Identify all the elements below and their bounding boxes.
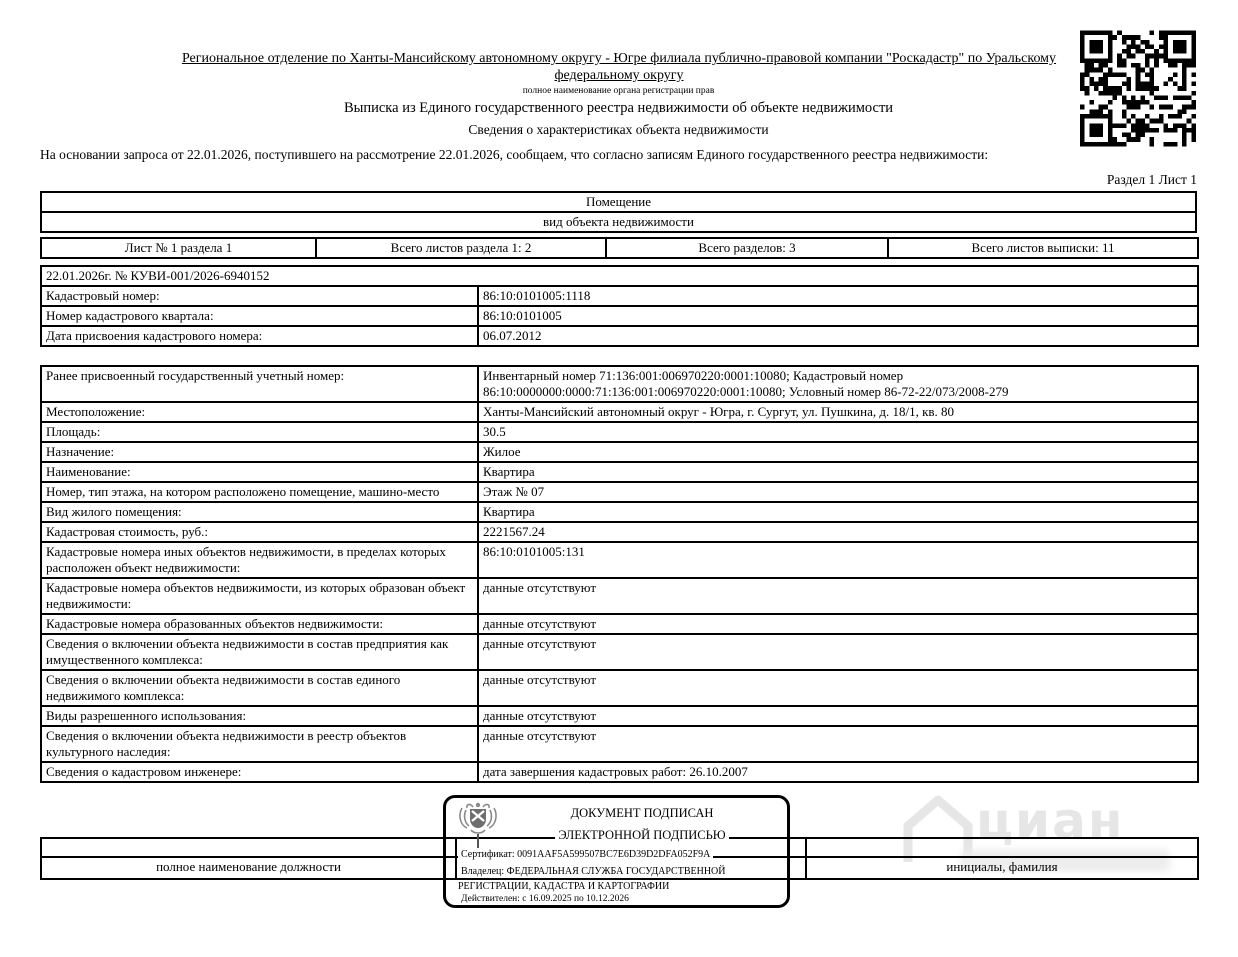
sheet-info-cell: Всего листов выписки: 11 (888, 238, 1198, 258)
sheet-info-table (40, 237, 1199, 259)
table-row (41, 706, 1198, 726)
document-subtitle: Сведения о характеристиках объекта недвижимости (468, 122, 769, 137)
label-cell: Площадь: (41, 422, 478, 442)
label-cell: Кадастровая стоимость, руб.: (41, 522, 478, 542)
label-cell: Вид жилого помещения: (41, 502, 478, 522)
table-row (41, 762, 1198, 782)
request-number-cell: 22.01.2026г. № КУВИ-001/2026-6940152 (41, 266, 1198, 286)
label-cell: Ранее присвоенный государственный учетный номер: (41, 366, 478, 402)
section-sheet-label: Раздел 1 Лист 1 (1106, 172, 1197, 187)
value-cell: 86:10:0101005 (478, 306, 1198, 326)
label-cell: Сведения о включении объекта недвижимости в состав предприятия как имущественного комплекса: (41, 634, 478, 670)
org-name (89, 50, 1149, 84)
table-row (41, 462, 1198, 482)
table-row (41, 422, 1198, 442)
object-type-value: Помещение (41, 192, 1196, 212)
table-row (41, 286, 1198, 306)
watermark-text: циан (976, 792, 1125, 850)
cadastral-table (40, 265, 1199, 347)
stamp-validity: Действителен: с 16.09.2025 по 10.12.2026 (458, 894, 632, 904)
value-cell: данные отсутствуют (478, 670, 1198, 706)
label-cell: Номер, тип этажа, на котором расположено помещение, машино-место (41, 482, 478, 502)
table-row (41, 266, 1198, 286)
table-row (41, 542, 1198, 578)
label-cell: Кадастровые номера образованных объектов недвижимости: (41, 614, 478, 634)
table-row (41, 634, 1198, 670)
table-row (41, 402, 1198, 422)
table-row (41, 670, 1198, 706)
org-name-line1: Региональное отделение по Ханты-Мансийскому автономному округу - Югре филиала публично-правовой компании "Роскадастр" по Уральскому (181, 51, 1057, 66)
table-row (41, 726, 1198, 762)
value-cell: Инвентарный номер 71:136:001:006970220:0001:10080; Кадастровый номер 86:10:0000000:0000:71:136:001:006970220:0001:10080; Условный номер 86-72-22/073/2008-279 (478, 366, 1198, 402)
sheet-info-cell: Всего листов раздела 1: 2 (316, 238, 606, 258)
coat-of-arms-icon (456, 800, 500, 848)
org-name-line2: федеральному округу (554, 68, 684, 83)
label-cell: Сведения о включении объекта недвижимости в состав единого недвижимого комплекса: (41, 670, 478, 706)
value-cell: 2221567.24 (478, 522, 1198, 542)
sheet-info-cell: Лист № 1 раздела 1 (41, 238, 316, 258)
object-type-caption: вид объекта недвижимости (41, 212, 1196, 232)
table-row (41, 366, 1198, 402)
signature-cell (41, 838, 456, 857)
value-cell: дата завершения кадастровых работ: 26.10.2007 (478, 762, 1198, 782)
value-cell: 30.5 (478, 422, 1198, 442)
value-cell: Квартира (478, 462, 1198, 482)
value-cell: 86:10:0101005:1118 (478, 286, 1198, 306)
table-row (41, 614, 1198, 634)
label-cell: Кадастровый номер: (41, 286, 478, 306)
value-cell: данные отсутствуют (478, 706, 1198, 726)
signature-cell (806, 838, 1198, 857)
signature-stamp (443, 795, 790, 908)
value-cell: Квартира (478, 502, 1198, 522)
label-cell: Сведения о кадастровом инженере: (41, 762, 478, 782)
value-cell: данные отсутствуют (478, 614, 1198, 634)
stamp-title-line2: ЭЛЕКТРОННОЙ ПОДПИСЬЮ (502, 828, 782, 843)
label-cell: Номер кадастрового квартала: (41, 306, 478, 326)
request-statement: На основании запроса от 22.01.2026, поступившего на рассмотрение 22.01.2026, сообщаем, что согласно записям Единого государственного реестра недвижимости: (40, 147, 989, 162)
label-cell: Виды разрешенного использования: (41, 706, 478, 726)
label-cell: Назначение: (41, 442, 478, 462)
stamp-certificate: Сертификат: 0091AAF5A599507BC7E6D39D2DFA052F9A (458, 849, 713, 860)
details-table (40, 365, 1199, 783)
stamp-title-line1: ДОКУМЕНТ ПОДПИСАН (502, 806, 782, 821)
position-caption-cell: полное наименование должности (41, 857, 456, 879)
label-cell: Кадастровые номера объектов недвижимости, из которых образован объект недвижимости: (41, 578, 478, 614)
table-row (41, 238, 1198, 258)
label-cell: Местоположение: (41, 402, 478, 422)
table-row (41, 442, 1198, 462)
label-cell: Наименование: (41, 462, 478, 482)
value-cell: Ханты-Мансийский автономный округ - Югра, г. Сургут, ул. Пушкина, д. 18/1, кв. 80 (478, 402, 1198, 422)
label-cell: Сведения о включении объекта недвижимости в реестр объектов культурного наследия: (41, 726, 478, 762)
table-row (41, 502, 1198, 522)
document-title: Выписка из Единого государственного реестра недвижимости об объекте недвижимости (343, 100, 894, 116)
name-caption-cell: инициалы, фамилия (806, 857, 1198, 879)
table-row (41, 306, 1198, 326)
label-cell: Дата присвоения кадастрового номера: (41, 326, 478, 346)
stamp-owner: Владелец: ФЕДЕРАЛЬНАЯ СЛУЖБА ГОСУДАРСТВЕННОЙ РЕГИСТРАЦИИ, КАДАСТРА И КАРТОГРАФИИ (458, 866, 726, 892)
table-row (41, 578, 1198, 614)
table-row (41, 192, 1196, 212)
value-cell: 86:10:0101005:131 (478, 542, 1198, 578)
sheet-info-cell: Всего разделов: 3 (606, 238, 888, 258)
value-cell: данные отсутствуют (478, 578, 1198, 614)
table-row (41, 212, 1196, 232)
value-cell: Этаж № 07 (478, 482, 1198, 502)
label-cell: Кадастровые номера иных объектов недвижимости, в пределах которых расположен объект недвижимости: (41, 542, 478, 578)
object-type-table (40, 191, 1197, 233)
value-cell: данные отсутствуют (478, 726, 1198, 762)
value-cell: 06.07.2012 (478, 326, 1198, 346)
org-name-caption: полное наименование органа регистрации прав (522, 86, 715, 96)
table-row (41, 522, 1198, 542)
table-row (41, 482, 1198, 502)
table-row (41, 326, 1198, 346)
value-cell: Жилое (478, 442, 1198, 462)
value-cell: данные отсутствуют (478, 634, 1198, 670)
